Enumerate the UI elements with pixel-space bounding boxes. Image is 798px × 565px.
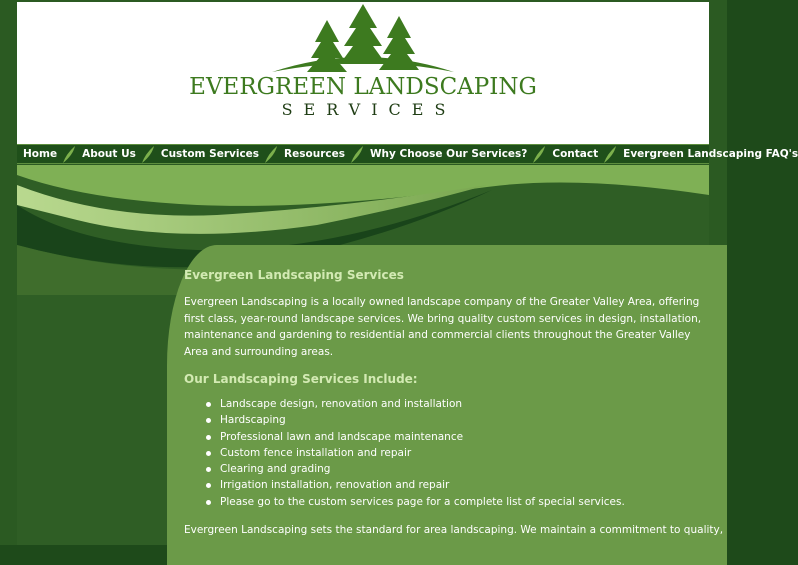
nav-resources[interactable]	[278, 145, 364, 163]
list-item: Hardscaping	[206, 412, 704, 428]
main-content	[184, 268, 724, 538]
nav-why-choose[interactable]	[364, 145, 546, 163]
list-item: Please go to the custom services page for a complete list of special services.	[206, 494, 704, 510]
logo[interactable]	[17, 2, 709, 144]
leaf-separator-icon	[264, 145, 278, 163]
logo-subtitle: SERVICES	[281, 100, 457, 119]
leaf-separator-icon	[532, 145, 546, 163]
nav-contact-label: Contact	[552, 148, 599, 160]
header	[17, 2, 709, 144]
leaf-separator-icon	[350, 145, 364, 163]
services-heading: Our Landscaping Services Include:	[184, 372, 418, 386]
nav-custom-services[interactable]	[155, 145, 278, 163]
leaf-separator-icon	[141, 145, 155, 163]
nav-about-us[interactable]	[76, 145, 155, 163]
main-nav	[17, 144, 798, 164]
leaf-separator-icon	[62, 145, 76, 163]
nav-why-choose-label: Why Choose Our Services?	[369, 148, 528, 160]
services-list	[206, 396, 704, 510]
list-item: Landscape design, renovation and installation	[206, 396, 704, 412]
nav-about-us-label: About Us	[82, 148, 136, 160]
closing-paragraph: Evergreen Landscaping sets the standard for area landscaping. We maintain a commitment to quality,	[184, 524, 724, 537]
leaf-separator-icon	[603, 145, 617, 163]
nav-custom-services-label: Custom Services	[160, 148, 260, 160]
list-item: Irrigation installation, renovation and repair	[206, 477, 704, 493]
list-item: Clearing and grading	[206, 461, 704, 477]
nav-faq[interactable]	[617, 145, 798, 163]
nav-contact[interactable]	[546, 145, 617, 163]
nav-home-label: Home	[23, 148, 58, 160]
page-title: Evergreen Landscaping Services	[184, 268, 404, 282]
nav-resources-label: Resources	[284, 148, 345, 160]
nav-home[interactable]	[17, 145, 76, 163]
intro-paragraph: Evergreen Landscaping is a locally owned landscape company of the Greater Valley Area, offering first class, year-round landscape services. We bring quality custom services in design, installation, maintenance and gardening to residential and commercial clients throughout the Greater Valley Area and surrounding areas.	[184, 296, 702, 358]
list-item: Professional lawn and landscape maintenance	[206, 429, 704, 445]
logo-title: EVERGREEN LANDSCAPING	[189, 74, 537, 100]
list-item: Custom fence installation and repair	[206, 445, 704, 461]
tree-center-icon	[340, 4, 386, 64]
nav-faq-label: Evergreen Landscaping FAQ's	[623, 148, 798, 160]
